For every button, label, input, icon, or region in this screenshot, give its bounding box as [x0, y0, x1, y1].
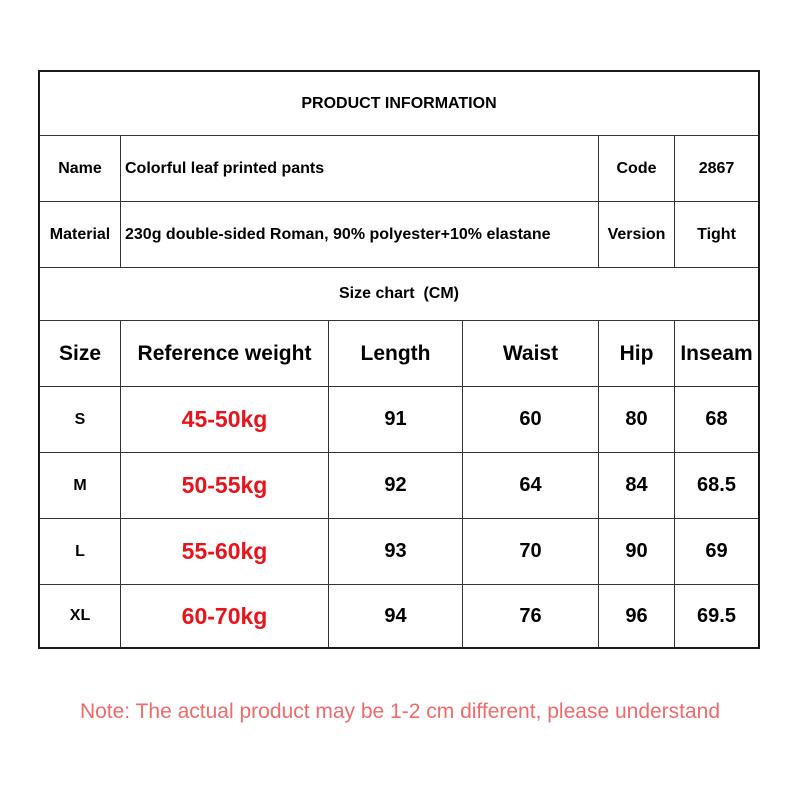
name-label: Name: [40, 136, 121, 201]
waist-cell: 60: [463, 387, 599, 452]
table-row: [40, 453, 758, 519]
length-cell: 93: [329, 519, 463, 584]
size-cell: XL: [40, 585, 121, 647]
size-note: Note: The actual product may be 1-2 cm different, please understand: [79, 700, 721, 723]
material-label: Material: [40, 202, 121, 267]
table-row: [40, 387, 758, 453]
header-reference-weight: Reference weight: [121, 321, 329, 386]
inseam-cell: 69.5: [697, 604, 736, 627]
header-hip: Hip: [599, 321, 675, 386]
header-length: Length: [329, 321, 463, 386]
length-cell: 94: [329, 585, 463, 647]
inseam-cell: 68: [705, 408, 728, 430]
title-row: [40, 72, 758, 136]
hip-cell: 96: [599, 585, 675, 647]
product-info-table: [38, 70, 760, 649]
weight-cell: 60-70kg: [121, 585, 329, 647]
table-row: [40, 585, 758, 647]
version-value: Tight: [697, 225, 736, 243]
inseam-cell: 68.5: [697, 474, 736, 496]
header-waist: Waist: [463, 321, 599, 386]
waist-cell: 70: [463, 519, 599, 584]
size-cell: L: [40, 519, 121, 584]
length-cell: 92: [329, 453, 463, 518]
header-inseam: Inseam: [680, 341, 753, 365]
hip-cell: 80: [599, 387, 675, 452]
material-value: 230g double-sided Roman, 90% polyester+10% elastane: [121, 202, 599, 267]
weight-cell: 45-50kg: [121, 387, 329, 452]
name-row: [40, 136, 758, 202]
weight-cell: 50-55kg: [121, 453, 329, 518]
size-cell: M: [40, 453, 121, 518]
table-row: [40, 519, 758, 585]
table-title: PRODUCT INFORMATION: [301, 94, 497, 112]
name-value: Colorful leaf printed pants: [121, 136, 599, 201]
header-size: Size: [40, 321, 121, 386]
material-row: [40, 202, 758, 268]
waist-cell: 76: [463, 585, 599, 647]
code-label: Code: [599, 136, 675, 201]
inseam-cell: 69: [705, 540, 728, 562]
waist-cell: 64: [463, 453, 599, 518]
weight-cell: 55-60kg: [121, 519, 329, 584]
hip-cell: 90: [599, 519, 675, 584]
code-value: 2867: [698, 159, 735, 177]
version-label: Version: [599, 202, 675, 267]
hip-cell: 84: [599, 453, 675, 518]
length-cell: 91: [329, 387, 463, 452]
size-cell: S: [40, 387, 121, 452]
size-chart-row: [40, 268, 758, 321]
size-chart-title: Size chart (CM): [338, 285, 459, 302]
size-header-row: [40, 321, 758, 387]
